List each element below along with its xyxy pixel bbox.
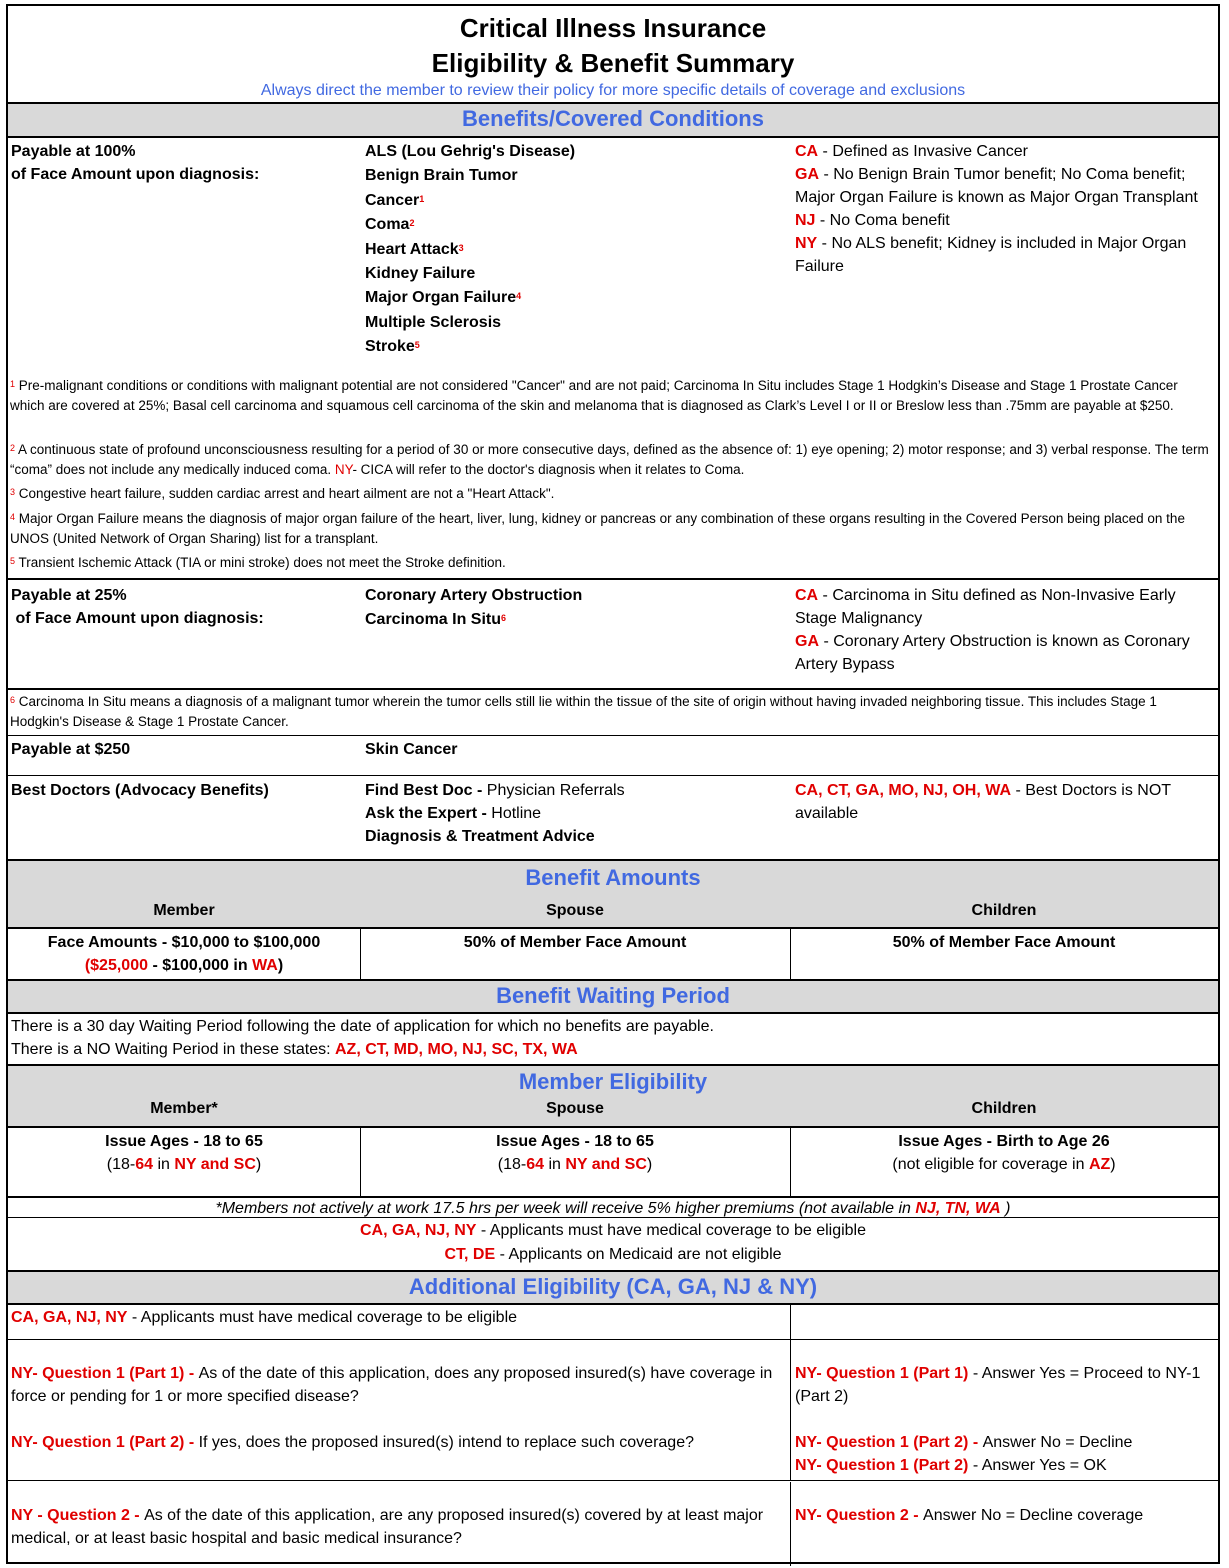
payable-25-state-notes: [795, 584, 1205, 676]
footnote-ref-1: 1: [419, 193, 425, 204]
best-doctors-label: Best Doctors (Advocacy Benefits): [11, 782, 269, 799]
ny-question-1: [8, 1341, 1218, 1481]
footnote-ref-4: 4: [516, 291, 522, 302]
additional-row-1: [8, 1303, 1218, 1340]
premium-note-row: [8, 1196, 1218, 1218]
payable-25-conditions: [365, 584, 582, 632]
waiting-line-2-text: There is a NO Waiting Period in these states:: [11, 1041, 335, 1058]
footnote-2: $^2$ A continuous state of profound unconsciousness resulting for a period of 30 or more consecutive days, defined as the absence of: 1) eye opening; 2) motor response; and 3) verbal response. The term “coma” does not include any medically induced coma. NY- CICA will refer to the doctor's diagnosis when it relates to Coma.: [10, 442, 1209, 477]
a1-part2-no: NY- Question 1 (Part 2) - Answer No = Decline: [795, 1434, 1133, 1451]
divider: [790, 1341, 791, 1481]
member-eligibility-title: Member Eligibility: [518, 1069, 708, 1094]
best-doctors-section: [8, 777, 1218, 859]
note-nj: - No Coma benefit: [815, 212, 950, 229]
col-member: Member*: [150, 1100, 218, 1117]
condition-benign-brain-tumor: Benign Brain Tumor: [365, 167, 518, 185]
condition-cancer: Cancer: [365, 191, 420, 209]
divider: [790, 1482, 791, 1566]
payable-250-section: [8, 736, 1218, 776]
condition-kidney-failure: Kidney Failure: [365, 265, 476, 283]
member-ages-ny-sc: (18-64 in NY and SC): [106, 1156, 262, 1173]
condition-multiple-sclerosis: Multiple Sclerosis: [365, 313, 502, 331]
waiting-period-section: [8, 1012, 1218, 1064]
footnote-1: $^1$ Pre-malignant conditions or conditions with malignant potential are not considered "Cancer" and are not paid; Carcinoma In Situ includes Stage 1 Hodgkin’s Disease and Stage 1 Prostate Cancer which are covered at 25%; Basal cell carcinoma and squamous cell carcinoma of the skin and melanoma that is diagnosed as Clark’s Level I or II or Breslow less than .75mm are payable at $250.: [10, 378, 1178, 413]
footnote-ref-5: 5: [414, 340, 420, 351]
waiting-period-header: Benefit Waiting Period: [8, 979, 1218, 1012]
a2: NY- Question 2 - Answer No = Decline coverage: [795, 1507, 1144, 1524]
condition-major-organ-failure: Major Organ Failure: [365, 289, 517, 307]
footnote-4-text: Major Organ Failure means the diagnosis of major organ failure of the heart, liver, lung, kidney or pancreas or any combination of these organs resulting in the Covered Person being placed on the UNOS (United Network of Organ Sharing) list for a transplant.: [10, 511, 1185, 546]
subtitle: Always direct the member to review their policy for more specific details of coverage and exclusions: [260, 82, 966, 99]
condition-stroke: Stroke: [365, 338, 415, 356]
state-nj: NJ: [795, 212, 816, 229]
footnote-2-text: A continuous state of profound unconsciousness resulting for a period of 30 or more consecutive days, defined as the absence of: 1) eye opening; 2) motor response; and 3) verbal response. The term “coma” does not include any medically induced coma.: [10, 442, 1209, 477]
footnote-ref-2: 2: [409, 218, 415, 229]
member-face-amount: Face Amounts - $10,000 to $100,000: [47, 934, 321, 951]
col-children: Children: [971, 1100, 1037, 1117]
payable-100-section: [8, 136, 1218, 570]
title-line1: Critical Illness Insurance: [459, 13, 767, 43]
payable-250-label: Payable at $250: [11, 741, 131, 758]
premium-note-states: NJ, TN, WA: [915, 1200, 1001, 1217]
summary-page: [6, 4, 1220, 1564]
spouse-issue-ages: Issue Ages - 18 to 65: [496, 1133, 654, 1150]
member-eligibility-header: [8, 1064, 1218, 1126]
q2: NY - Question 2 - As of the date of this application, are any proposed insured(s) covered by at least major medical, or at least basic hospital and basic medical insurance?: [11, 1507, 764, 1547]
best-doc-item-diagnosis: Diagnosis & Treatment Advice: [365, 828, 595, 845]
title-line2: Eligibility & Benefit Summary: [431, 48, 795, 78]
best-doc-item-find: Find Best Doc -: [365, 782, 487, 799]
condition-heart-attack: Heart Attack: [365, 240, 459, 258]
footnote-ref-3: 3: [458, 242, 464, 253]
divider: [790, 1305, 791, 1342]
condition-coma: Coma: [365, 216, 410, 234]
title-block: [8, 6, 1218, 102]
spouse-face-amount: 50% of Member Face Amount: [463, 934, 687, 951]
requirement-2: CT, DE - Applicants on Medicaid are not eligible: [444, 1246, 782, 1263]
footnote-3: $^3$ Congestive heart failure, sudden cardiac arrest and heart ailment are not a "Heart Attack".: [10, 486, 555, 501]
a1-part1: NY- Question 1 (Part 1) - Answer Yes = Proceed to NY-1 (Part 2): [795, 1365, 1201, 1405]
q1-part2: NY- Question 1 (Part 2) - If yes, does the proposed insured(s) intend to replace such coverage?: [11, 1434, 694, 1451]
footnote-6: $^6$ Carcinoma In Situ means a diagnosis of a malignant tumor wherein the tumor cells still lie within the tissue of the site of origin without having invaded neighboring tissue. This includes Stage 1 Hodgkin's Disease & Stage 1 Prostate Cancer.: [10, 694, 1157, 729]
footnote-1-text: Pre-malignant conditions or conditions with malignant potential are not considered "Cancer" and are not paid; Carcinoma In Situ includes Stage 1 Hodgkin’s Disease and Stage 1 Prostate Cancer which are covered at 25%; Basal cell carcinoma and squamous cell carcinoma of the skin and melanoma that is diagnosed as Clark’s Level I or II or Breslow less than .75mm are payable at $250.: [10, 378, 1178, 413]
best-doctors-note-text: - Best Doctors is NOT available: [795, 782, 1171, 822]
requirement-1: CA, GA, NJ, NY - Applicants must have medical coverage to be eligible: [359, 1222, 866, 1239]
best-doctors-states: CA, CT, GA, MO, NJ, OH, WA: [795, 782, 1012, 799]
footnote-2-text-b: - CICA will refer to the doctor's diagnosis when it relates to Coma.: [352, 462, 745, 477]
premium-note-end: ): [1000, 1200, 1011, 1217]
benefit-amounts-row: [8, 927, 1218, 979]
additional-requirement: CA, GA, NJ, NY - Applicants must have medical coverage to be eligible: [11, 1309, 518, 1326]
spouse-ages-ny-sc: (18-64 in NY and SC): [497, 1156, 653, 1173]
state-ga: GA: [795, 633, 819, 650]
note-ca: - Defined as Invasive Cancer: [818, 143, 1028, 160]
additional-eligibility-header: Additional Eligibility (CA, GA, NJ & NY): [8, 1270, 1218, 1303]
best-doc-item-expert: Ask the Expert -: [365, 805, 492, 822]
footnote-2-state: NY: [334, 462, 353, 477]
col-children: Children: [971, 902, 1037, 919]
col-member: Member: [153, 902, 215, 919]
best-doctors-note: [795, 779, 1205, 825]
q1-part1: NY- Question 1 (Part 1) - As of the date of this application, does any proposed insured(s) have coverage in force or pending for 1 or more specified disease?: [11, 1365, 773, 1405]
coverage-requirements: [8, 1219, 1218, 1270]
member-face-amount-wa: ($25,000 - $100,000 in WA): [84, 957, 284, 974]
a1-part2-yes: NY- Question 1 (Part 2) - Answer Yes = OK: [795, 1457, 1107, 1474]
footnote-ref-6: 6: [501, 613, 507, 623]
benefit-amounts-title: Benefit Amounts: [525, 865, 701, 890]
footnote-3-text: Congestive heart failure, sudden cardiac arrest and heart ailment are not a "Heart Attack".: [18, 486, 555, 501]
premium-note: [8, 1197, 1218, 1220]
condition-coronary-artery: Coronary Artery Obstruction: [365, 587, 583, 604]
best-doctors-items: [365, 779, 625, 848]
state-ny: NY: [795, 235, 818, 252]
benefits-header: Benefits/Covered Conditions: [8, 102, 1218, 136]
waiting-line-1: There is a 30 day Waiting Period following the date of application for which no benefits are payable.: [11, 1018, 714, 1035]
premium-note-text: *Members not actively at work 17.5 hrs per week will receive 5% higher premiums (not available in: [215, 1200, 916, 1217]
condition-als: ALS (Lou Gehrig's Disease): [365, 143, 576, 160]
children-az-note: (not eligible for coverage in AZ): [892, 1156, 1116, 1173]
best-doc-item-find-text: Physician Referrals: [486, 782, 625, 799]
footnote-6-text: Carcinoma In Situ means a diagnosis of a malignant tumor wherein the tumor cells still lie within the tissue of the site of origin without having invaded neighboring tissue. This includes Stage 1 Hodgkin's Disease & Stage 1 Prostate Cancer.: [10, 694, 1157, 729]
ny-question-2: [8, 1482, 1218, 1566]
waiting-line-2: [11, 1038, 578, 1061]
condition-carcinoma-in-situ: Carcinoma In Situ: [365, 611, 502, 628]
payable-25-section: [8, 578, 1218, 688]
benefit-amounts-header: [8, 859, 1218, 927]
children-face-amount: 50% of Member Face Amount: [892, 934, 1116, 951]
state-ca: CA: [795, 587, 819, 604]
payable-100-conditions: [365, 140, 575, 360]
note-ca: - Carcinoma in Situ defined as Non-Invasive Early Stage Malignancy: [795, 587, 1176, 627]
payable-25-label1: Payable at 25%: [11, 587, 127, 604]
member-issue-ages: Issue Ages - 18 to 65: [105, 1133, 263, 1150]
best-doc-item-expert-text: Hotline: [491, 805, 542, 822]
state-ga: GA: [795, 166, 819, 183]
footnote-5: $^5$ Transient Ischemic Attack (TIA or mini stroke) does not meet the Stroke definition.: [10, 555, 506, 570]
payable-25-label2: of Face Amount upon diagnosis:: [11, 610, 264, 627]
col-spouse: Spouse: [546, 902, 604, 919]
note-ny: - No ALS benefit; Kidney is included in Major Organ Failure: [795, 235, 1187, 275]
footnote-5-text: Transient Ischemic Attack (TIA or mini stroke) does not meet the Stroke definition.: [18, 555, 506, 570]
issue-ages-row: [8, 1126, 1218, 1196]
waiting-states: AZ, CT, MD, MO, NJ, SC, TX, WA: [335, 1041, 578, 1058]
payable-100-label2: of Face Amount upon diagnosis:: [11, 166, 260, 183]
state-ca: CA: [795, 143, 819, 160]
payable-100-state-notes: [795, 140, 1205, 278]
footnote-4: $^4$ Major Organ Failure means the diagnosis of major organ failure of the heart, liver, lung, kidney or pancreas or any combination of these organs resulting in the Covered Person being placed on the UNOS (United Network of Organ Sharing) list for a transplant.: [10, 511, 1185, 546]
payable-100-label1: Payable at 100%: [11, 143, 136, 160]
children-issue-ages: Issue Ages - Birth to Age 26: [898, 1133, 1110, 1150]
col-spouse: Spouse: [546, 1100, 604, 1117]
footnote-6-section: [8, 688, 1218, 736]
note-ga: - Coronary Artery Obstruction is known as Coronary Artery Bypass: [795, 633, 1190, 673]
condition-skin-cancer: Skin Cancer: [365, 741, 458, 758]
note-ga: - No Benign Brain Tumor benefit; No Coma benefit; Major Organ Failure is known as Major Organ Transplant: [795, 166, 1198, 206]
